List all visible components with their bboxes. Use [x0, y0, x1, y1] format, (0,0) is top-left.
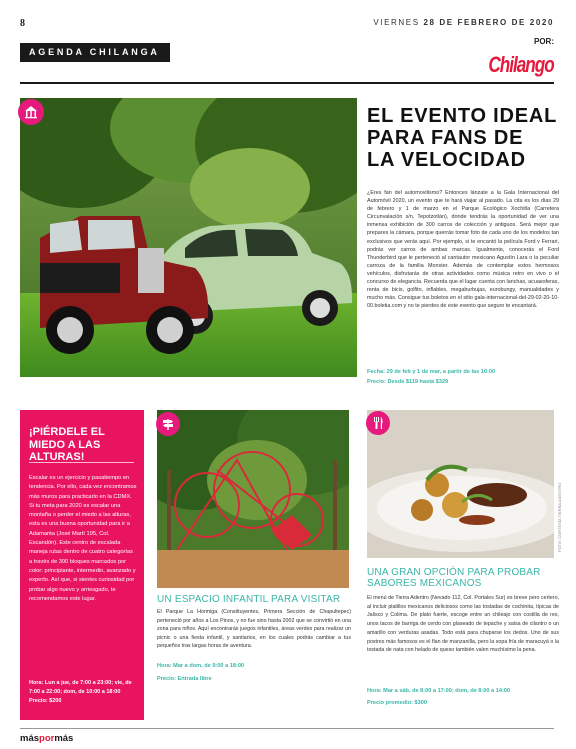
climbing-title: ¡PIÉRDELE EL MIEDO A LAS ALTURAS!	[29, 426, 105, 463]
logo-part-1: más	[20, 733, 40, 744]
signpost-icon	[156, 412, 180, 436]
playground-title: UN ESPACIO INFANTIL PARA VISITAR	[157, 594, 341, 605]
climbing-meta	[29, 679, 139, 707]
climbing-sidebar	[20, 410, 144, 720]
top-divider	[20, 82, 554, 84]
logo-part-2: por	[39, 733, 55, 744]
feature-price: Precio: Desde $119 hasta $329	[367, 379, 449, 385]
chilango-logo: Chilango	[488, 52, 554, 77]
photo-credit: FOTO: CORTESÍA TIERRA ADENTRO	[557, 482, 562, 552]
restaurant-body: El menú de Tierra Adentro (Nevado 112, Col. Portales Sur) es breve pero certero, al incluir platillos mexicanos deliciosos como las tostadas de cochinita, típicas de Jalisco y Colima. De plato fuerte, escoge entre un chileajo con costilla de res, unos tacos de barriga de cerdo con glaseado de tepache y salsa de cilantro o un amarillo con verduras asadas. Todo está para chuparse los dedos. Uno de sus postres más famosos es el flan de manzanilla, pero la sopa fría de maracuyá o la tostada de nata con helado de queso también valen muchísimo la pena.	[367, 595, 559, 654]
date-weekday: VIERNES	[373, 18, 420, 27]
feature-body: ¿Eres fan del automovilismo? Entonces lánzate a la Gala Internacional del Automóvil 2020, un evento que te hará viajar al pasado. La cita es los días 29 de febrero y 1 de marzo en el Parque Ecológico Xochitla (Carretera Circunvalación s/n, Tepotzotlán), donde tendrás la oportunidad de ver una inmensa exhibición de 300 carros de colección y antiguos. Será mejor que prepares la cámara, porque querrás tomar foto de cada uno de los modelos tan exclusivos que verás aquí. Por ejemplo, si te encantó la película Ford v Ferrari, podrás ver carros de ambas marcas. Igualmente, conocerás el Ford Thunderbird que le perteneció al cantautor mexicano Agustín Lara o la peculiar carroza de la familia Monster. Además de contemplar estos hermosos vehículos, disfrutarás de otras actividades como música retro en vivo o el concurso de elegancia. Recuerda que el lugar cuenta con lanchas, acuaesferas, renta de bicis, golfito, inflables, megaburbujas, eurobungy, manualidades y mucho más. Consigue tus boletos en el sitio gala-internacional-del-29-02-20-10-00.boletia.com y no te pierdes de este evento que seguro te encantará.	[367, 190, 559, 310]
carousel-icon	[18, 99, 44, 125]
playground-schedule: Hora: Mar a dom, de 9:00 a 18:00	[157, 663, 245, 669]
date-day: 28 DE FEBRERO DE 2020	[423, 18, 554, 27]
bottom-divider	[20, 728, 554, 729]
playground-price: Precio: Entrada libre	[157, 676, 212, 682]
masxmas-logo	[20, 733, 73, 744]
restaurant-price: Precio promedio: $300	[367, 699, 427, 706]
playground-meta	[157, 660, 349, 686]
mexican-dish-photo	[367, 410, 554, 558]
feature-photo-classic-cars	[20, 98, 357, 377]
restaurant-title: UNA GRAN OPCIÓN PARA PROBAR SABORES MEXICANOS	[367, 567, 541, 589]
climbing-divider	[29, 462, 134, 463]
fork-knife-icon	[366, 411, 390, 435]
playground-photo	[157, 410, 349, 588]
page-number: 8	[20, 18, 25, 29]
restaurant-meta	[367, 686, 559, 709]
playground-body: El Parque La Hormiga (Constituyentes, Primera Sección de Chapultepec) perteneció por años a Los Pinos, y no fue sino hasta 2002 que se convirtió en una zona para niños. Aquí encontrarás juegos infantiles, áreas verdes para realizar un picnic o una fiesta infantil, y sanitarios, en los cuales podrás cambiar a tus pequeños tras largas horas de aventura.	[157, 609, 351, 650]
issue-date	[373, 18, 554, 27]
climbing-schedule: Hora: Lun a jue, de 7:00 a 23:00; vie, de 7:00 a 22:00; dom, de 10:00 a 18:00	[29, 680, 132, 696]
feature-schedule: Fecha: 29 de feb y 1 de mar, a partir de las 10:00	[367, 369, 496, 375]
climbing-price: Precio: $200	[29, 698, 62, 705]
restaurant-schedule: Hora: Mar a sáb, de 8:00 a 17:00; dom, de 8:00 a 14:00	[367, 688, 511, 694]
feature-title: EL EVENTO IDEAL PARA FANS DE LA VELOCIDAD	[367, 105, 557, 171]
climbing-body: Escalar es un ejercicio y pasatiempo en tendencia. Por ello, cada vez encontramos más muros para practicarlo en la CDMX. Si tu meta para 2020 es escalar una montaña o perder el miedo a las alturas, esta es una buena oportunidad para ir a Adamanta (José Martí 195, Col. Escandón). Este centro de escalada maneja rutas dentro de cuatro categorías a través de 300 bloques marcados por color: principiante, intermedio, avanzado y experto. Así que, si sientes curiosidad por probar algo nuevo y arriesgado, te recomendamos este lugar.	[29, 475, 137, 602]
section-banner: AGENDA CHILANGA	[20, 43, 170, 62]
sponsor-label: POR:	[534, 37, 554, 46]
logo-part-3: más	[54, 733, 74, 744]
feature-meta	[367, 367, 557, 387]
